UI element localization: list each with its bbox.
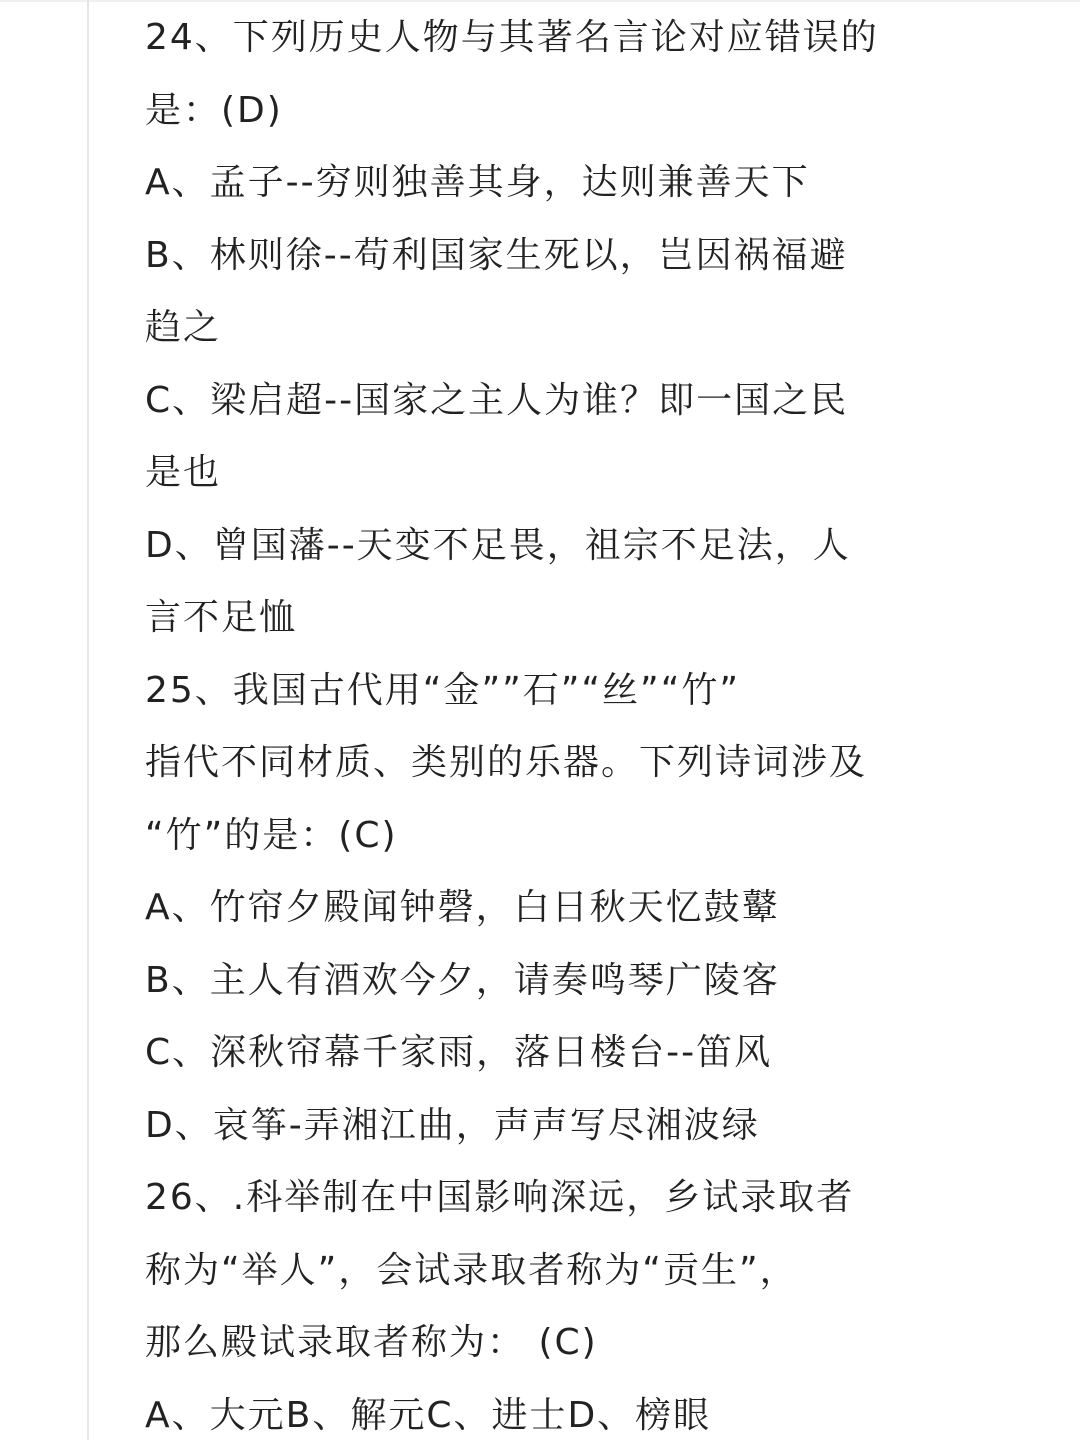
q26-stem-line-1: 26、.科举制在中国影响深远，乡试录取者 [145,1162,945,1235]
q26-options: A、大元B、解元C、进士D、榜眼 [145,1380,945,1452]
q25-stem-line-3: “竹”的是：(C) [145,800,945,873]
q24-option-c-line-1: C、梁启超--国家之主人为谁？即一国之民 [145,365,945,438]
q24-stem-line-2: 是：(D) [145,75,945,148]
q24-option-b-line-2: 趋之 [145,292,945,365]
q25-option-a: A、竹帘夕殿闻钟磬，白日秋天忆鼓鼙 [145,872,945,945]
q25-option-c: C、深秋帘幕千家雨，落日楼台--笛风 [145,1017,945,1090]
q26-stem-line-3: 那么殿试录取者称为： (C) [145,1307,945,1380]
q24-option-d-line-2: 言不足恤 [145,582,945,655]
q25-stem-line-1: 25、我国古代用“金””石”“丝”“竹” [145,655,945,728]
q24-option-b-line-1: B、林则徐--苟利国家生死以，岂因祸福避 [145,220,945,293]
q24-option-a: A、孟子--穷则独善其身，达则兼善天下 [145,147,945,220]
q24-stem-line-1: 24、下列历史人物与其著名言论对应错误的 [145,2,945,75]
q25-option-d: D、哀筝-弄湘江曲，声声写尽湘波绿 [145,1090,945,1163]
question-text-block [145,2,945,1452]
q26-stem-line-2: 称为“举人”，会试录取者称为“贡生”， [145,1235,945,1308]
left-edge-divider [87,0,89,1440]
q25-option-b: B、主人有酒欢今夕，请奏鸣琴广陵客 [145,945,945,1018]
q25-stem-line-2: 指代不同材质、类别的乐器。下列诗词涉及 [145,727,945,800]
q24-option-c-line-2: 是也 [145,437,945,510]
q24-option-d-line-1: D、曾国藩--天变不足畏，祖宗不足法，人 [145,510,945,583]
